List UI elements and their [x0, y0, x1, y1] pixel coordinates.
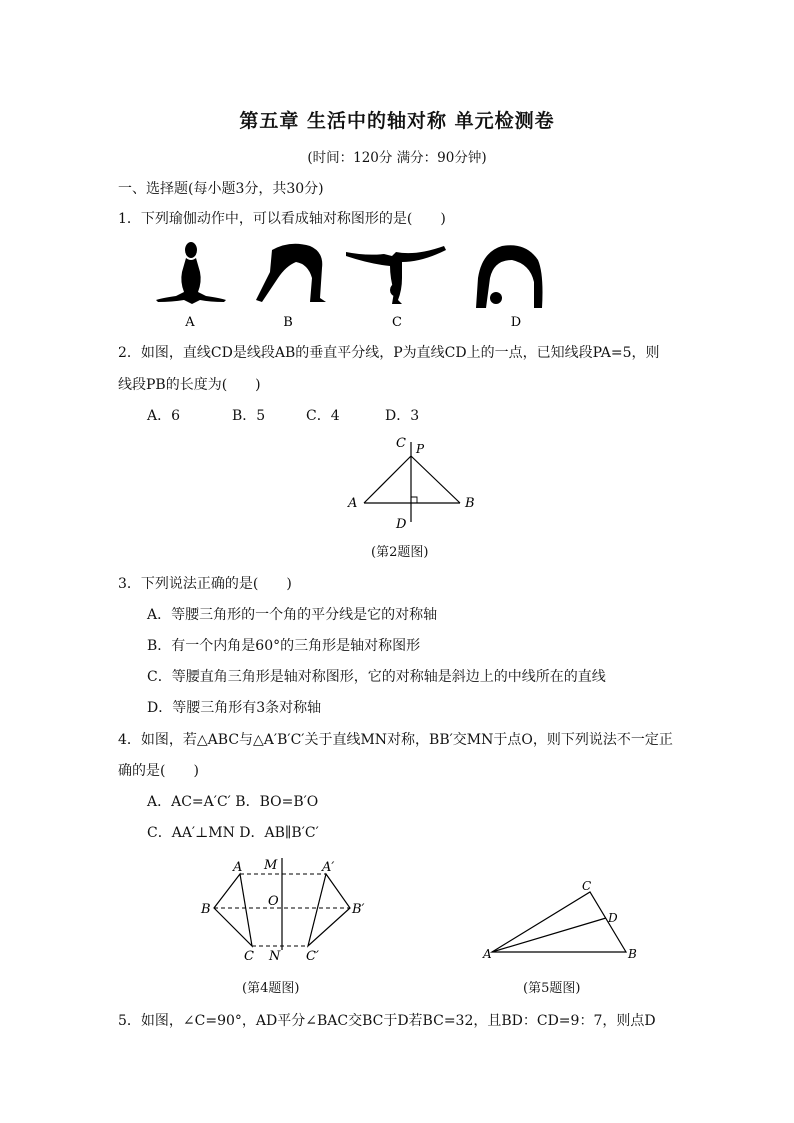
point-a-label: A [348, 496, 358, 511]
yoga-figure-a-icon [156, 242, 226, 304]
q5-point-c-label: C [582, 879, 592, 893]
q5-point-b-label: B [628, 947, 637, 961]
q1-label-b: B [283, 315, 293, 330]
q3-stem: 3．下列说法正确的是( ) [118, 576, 292, 592]
q4-options-line2: C．AA′⊥MN D．AB∥B′C′ [147, 825, 319, 841]
triangle-abc [214, 874, 252, 946]
right-angle-mark [411, 497, 417, 503]
q1-yoga-figures [140, 238, 570, 334]
triangle-abc-q5 [492, 892, 626, 952]
q4-point-c2-label: C′ [306, 949, 319, 964]
q4-point-o-label: O [268, 894, 279, 909]
yoga-figure-c-icon [346, 246, 446, 304]
page-title: 第五章 生活中的轴对称 单元检测卷 [239, 110, 555, 132]
q4-point-b2-label: B′ [352, 902, 365, 917]
yoga-figure-b-icon [256, 244, 326, 302]
q2-option-b: B．5 [232, 408, 266, 424]
q2-stem-line1: 2．如图，直线CD是线段AB的垂直平分线，P为直线CD上的一点，已知线段PA=5，则 [118, 345, 660, 361]
q4-point-a-label: A [233, 860, 243, 875]
segment-pb [411, 456, 460, 503]
q4-stem-line1: 4．如图，若△ABC与△A′B′C′关于直线MN对称，BB′交MN于点O，则下列说法不一定正 [118, 732, 673, 748]
q1-label-c: C [392, 315, 402, 330]
q4-options-line1: A．AC=A′C′ B．BO=B′O [147, 794, 319, 810]
q3-option-c: C．等腰直角三角形是轴对称图形，它的对称轴是斜边上的中线所在的直线 [147, 669, 606, 685]
q4-point-n-label: N [269, 949, 281, 964]
yoga-figure-d-icon [476, 245, 543, 308]
point-p-label: P [416, 442, 425, 456]
q4-point-m-label: M [264, 858, 278, 873]
section-heading: 一、选择题(每小题3分，共30分) [118, 181, 324, 197]
q2-stem-line2: 线段PB的长度为( ) [118, 377, 261, 393]
triangle-a2b2c2 [308, 874, 350, 946]
q4-point-b-label: B [201, 902, 211, 917]
q4-stem-line2: 确的是( ) [118, 763, 199, 779]
point-b-label: B [465, 496, 475, 511]
segment-pa [364, 456, 411, 503]
q4-caption: (第4题图) [242, 981, 300, 996]
page-subtitle: (时间：120分 满分：90分钟) [307, 150, 487, 166]
q4-figure [196, 852, 376, 967]
q5-stem: 5．如图，∠C=90°，AD平分∠BAC交BC于D若BC=32，且BD：CD=9：7，则点D [118, 1013, 656, 1029]
q1-label-d: D [510, 315, 522, 330]
q3-option-b: B．有一个内角是60°的三角形是轴对称图形 [147, 638, 421, 654]
q2-caption: (第2题图) [371, 545, 429, 560]
q5-caption: (第5题图) [523, 981, 581, 996]
q2-option-d: D．3 [385, 408, 420, 424]
point-c-label: C [396, 436, 406, 451]
q4-point-a2-label: A′ [322, 860, 335, 875]
q5-figure [478, 874, 648, 969]
q4-point-c-label: C [244, 949, 254, 964]
q2-option-a: A．6 [147, 408, 181, 424]
q5-point-d-label: D [608, 911, 618, 925]
q1-label-a: A [185, 315, 195, 330]
q2-option-c: C．4 [306, 408, 340, 424]
q5-point-a-label: A [483, 947, 492, 961]
point-d-label: D [396, 517, 407, 532]
q3-option-d: D．等腰三角形有3条对称轴 [147, 700, 322, 716]
q1-stem: 1．下列瑜伽动作中，可以看成轴对称图形的是( ) [118, 211, 446, 227]
segment-ad [492, 918, 606, 952]
q3-option-a: A．等腰三角形的一个角的平分线是它的对称轴 [147, 607, 438, 623]
q2-figure [340, 432, 490, 532]
